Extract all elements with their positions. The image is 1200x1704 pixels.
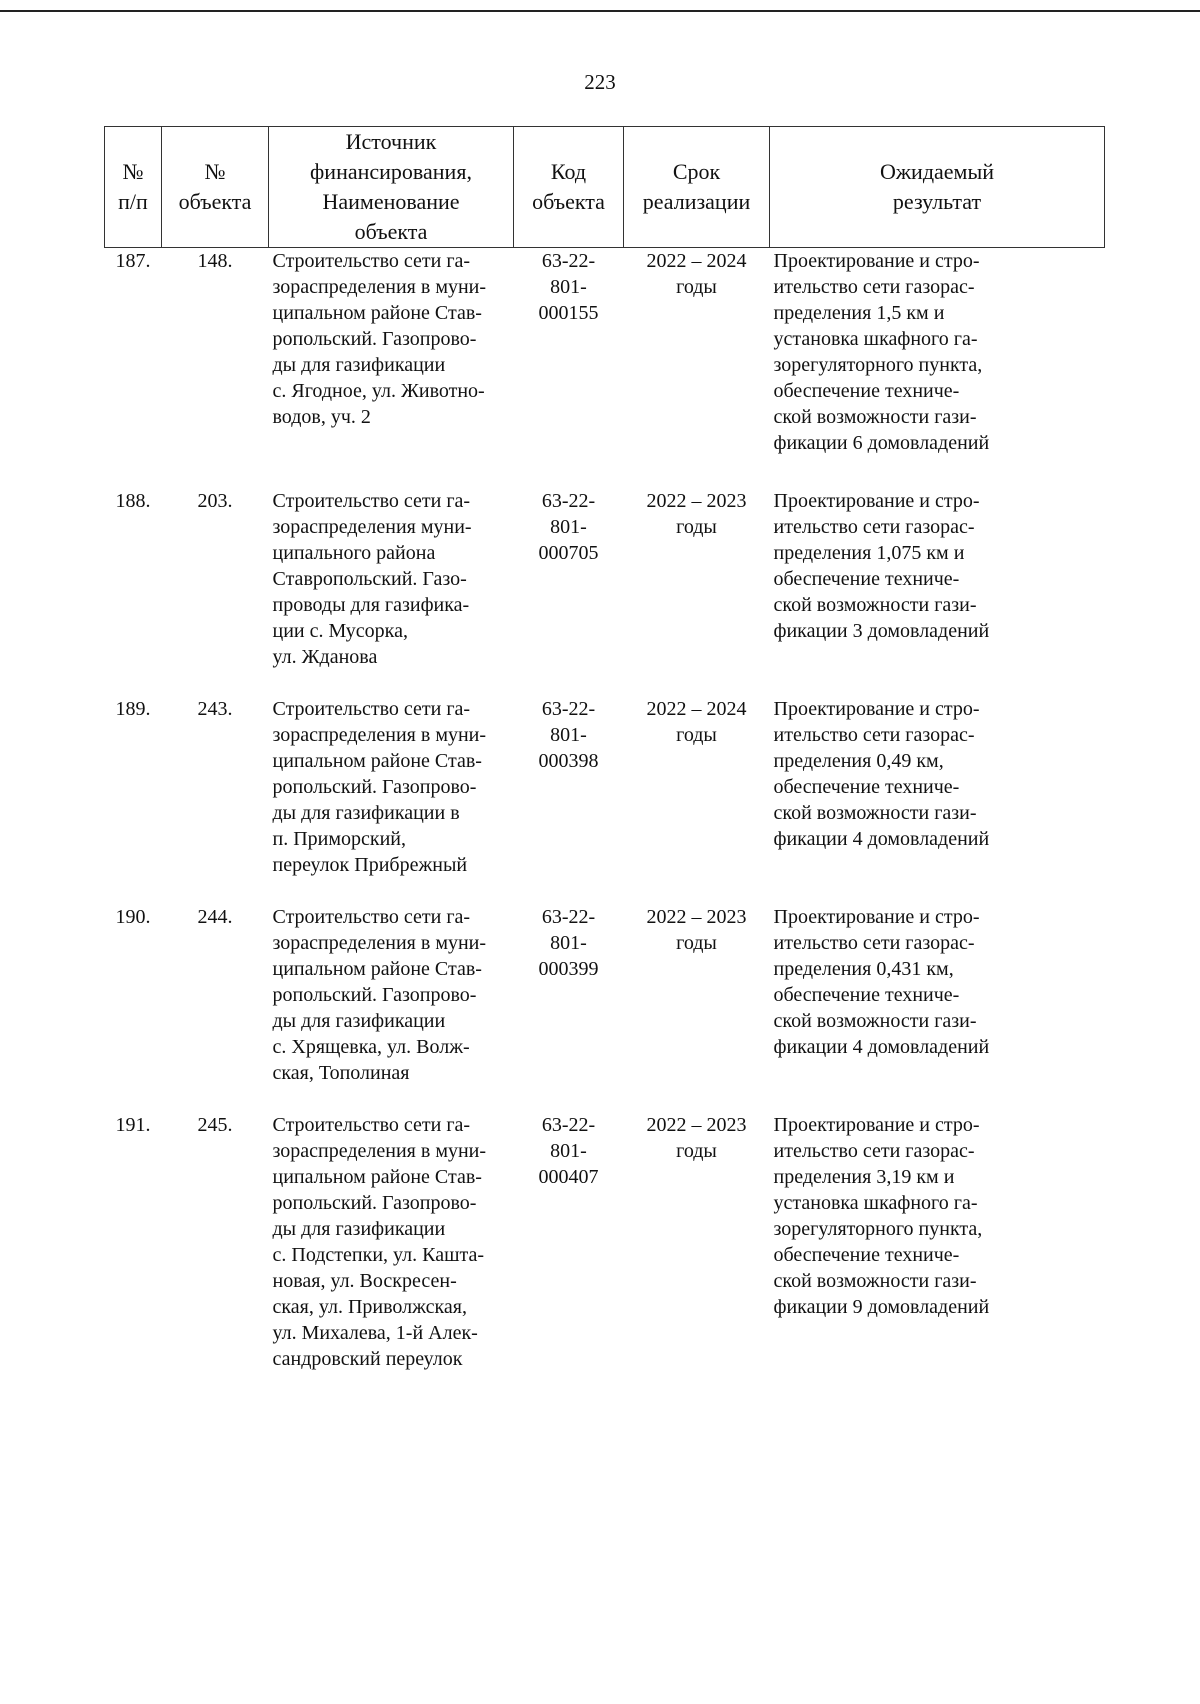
row-object-no: 244. <box>197 906 233 928</box>
row-object-code: 63-22- 801- 000399 <box>538 906 599 980</box>
row-object-name: Строительство сети га- зораспределения в муни- ципальном районе Став- ропольский. Газопрово- ды для газификации с. Подстепки, ул. Кашта- новая, ул. Воскресен- ская, ул. Приволжская, ул. Михалева, 1-й Алек- сандровский переулок <box>272 1114 487 1370</box>
gasification-table <box>104 126 1105 1372</box>
header-object-no: № объекта <box>162 127 269 248</box>
row-period: 2022 – 2024 годы <box>646 250 747 298</box>
table-header-row <box>105 127 1105 248</box>
row-period: 2022 – 2024 годы <box>646 698 747 746</box>
row-pp: 188. <box>115 490 151 512</box>
table-row <box>105 488 1105 696</box>
row-object-no: 245. <box>197 1114 233 1136</box>
row-object-no: 243. <box>197 698 233 720</box>
row-pp: 187. <box>115 250 151 272</box>
row-object-name: Строительство сети га- зораспределения в муни- ципальном районе Став- ропольский. Газопрово- ды для газификации с. Ягодное, ул. Животно- водов, уч. 2 <box>272 250 487 428</box>
table-row <box>105 696 1105 904</box>
row-period: 2022 – 2023 годы <box>646 906 747 954</box>
header-object-code: Код объекта <box>514 127 624 248</box>
row-object-code: 63-22- 801- 000407 <box>538 1114 599 1188</box>
row-expected-result: Проектирование и стро- ительство сети газорас- пределения 1,075 км и обеспечение техниче- ской возможности гази- фикации 3 домовладений <box>773 490 990 642</box>
row-object-code: 63-22- 801- 000398 <box>538 698 599 772</box>
row-object-no: 148. <box>197 250 233 272</box>
row-object-name: Строительство сети га- зораспределения в муни- ципальном районе Став- ропольский. Газопрово- ды для газификации в п. Приморский, переулок Прибрежный <box>272 698 487 876</box>
row-period: 2022 – 2023 годы <box>646 1114 747 1162</box>
row-period: 2022 – 2023 годы <box>646 490 747 538</box>
row-pp: 189. <box>115 698 151 720</box>
row-pp: 191. <box>115 1114 151 1136</box>
row-object-name: Строительство сети га- зораспределения муни- ципального района Ставропольский. Газо- проводы для газифика- ции с. Мусорка, ул. Жданова <box>272 490 472 668</box>
row-expected-result: Проектирование и стро- ительство сети газорас- пределения 0,49 км, обеспечение техниче- ской возможности гази- фикации 4 домовладений <box>773 698 990 850</box>
table-row <box>105 1112 1105 1372</box>
header-funding-source-name: Источник финансирования, Наименование объекта <box>269 127 514 248</box>
header-expected-result: Ожидаемый результат <box>770 127 1105 248</box>
table-row <box>105 248 1105 489</box>
page-number: 223 <box>584 70 616 94</box>
row-object-code: 63-22- 801- 000705 <box>538 490 599 564</box>
header-pp: № п/п <box>105 127 162 248</box>
table-row <box>105 904 1105 1112</box>
row-expected-result: Проектирование и стро- ительство сети газорас- пределения 1,5 км и установка шкафного га- зорегуляторного пункта, обеспечение техниче- ской возможности гази- фикации 6 домовладений <box>773 250 990 454</box>
row-expected-result: Проектирование и стро- ительство сети газорас- пределения 3,19 км и установка шкафного га- зорегуляторного пункта, обеспечение техниче- ской возможности гази- фикации 9 домовладений <box>773 1114 990 1318</box>
row-expected-result: Проектирование и стро- ительство сети газорас- пределения 0,431 км, обеспечение техниче- ской возможности гази- фикации 4 домовладений <box>773 906 990 1058</box>
row-pp: 190. <box>115 906 151 928</box>
row-object-code: 63-22- 801- 000155 <box>538 250 599 324</box>
header-period: Срок реализации <box>624 127 770 248</box>
top-rule <box>0 10 1200 12</box>
row-object-name: Строительство сети га- зораспределения в муни- ципальном районе Став- ропольский. Газопрово- ды для газификации с. Хрящевка, ул. Волж- ская, Тополиная <box>272 906 487 1084</box>
row-object-no: 203. <box>197 490 233 512</box>
